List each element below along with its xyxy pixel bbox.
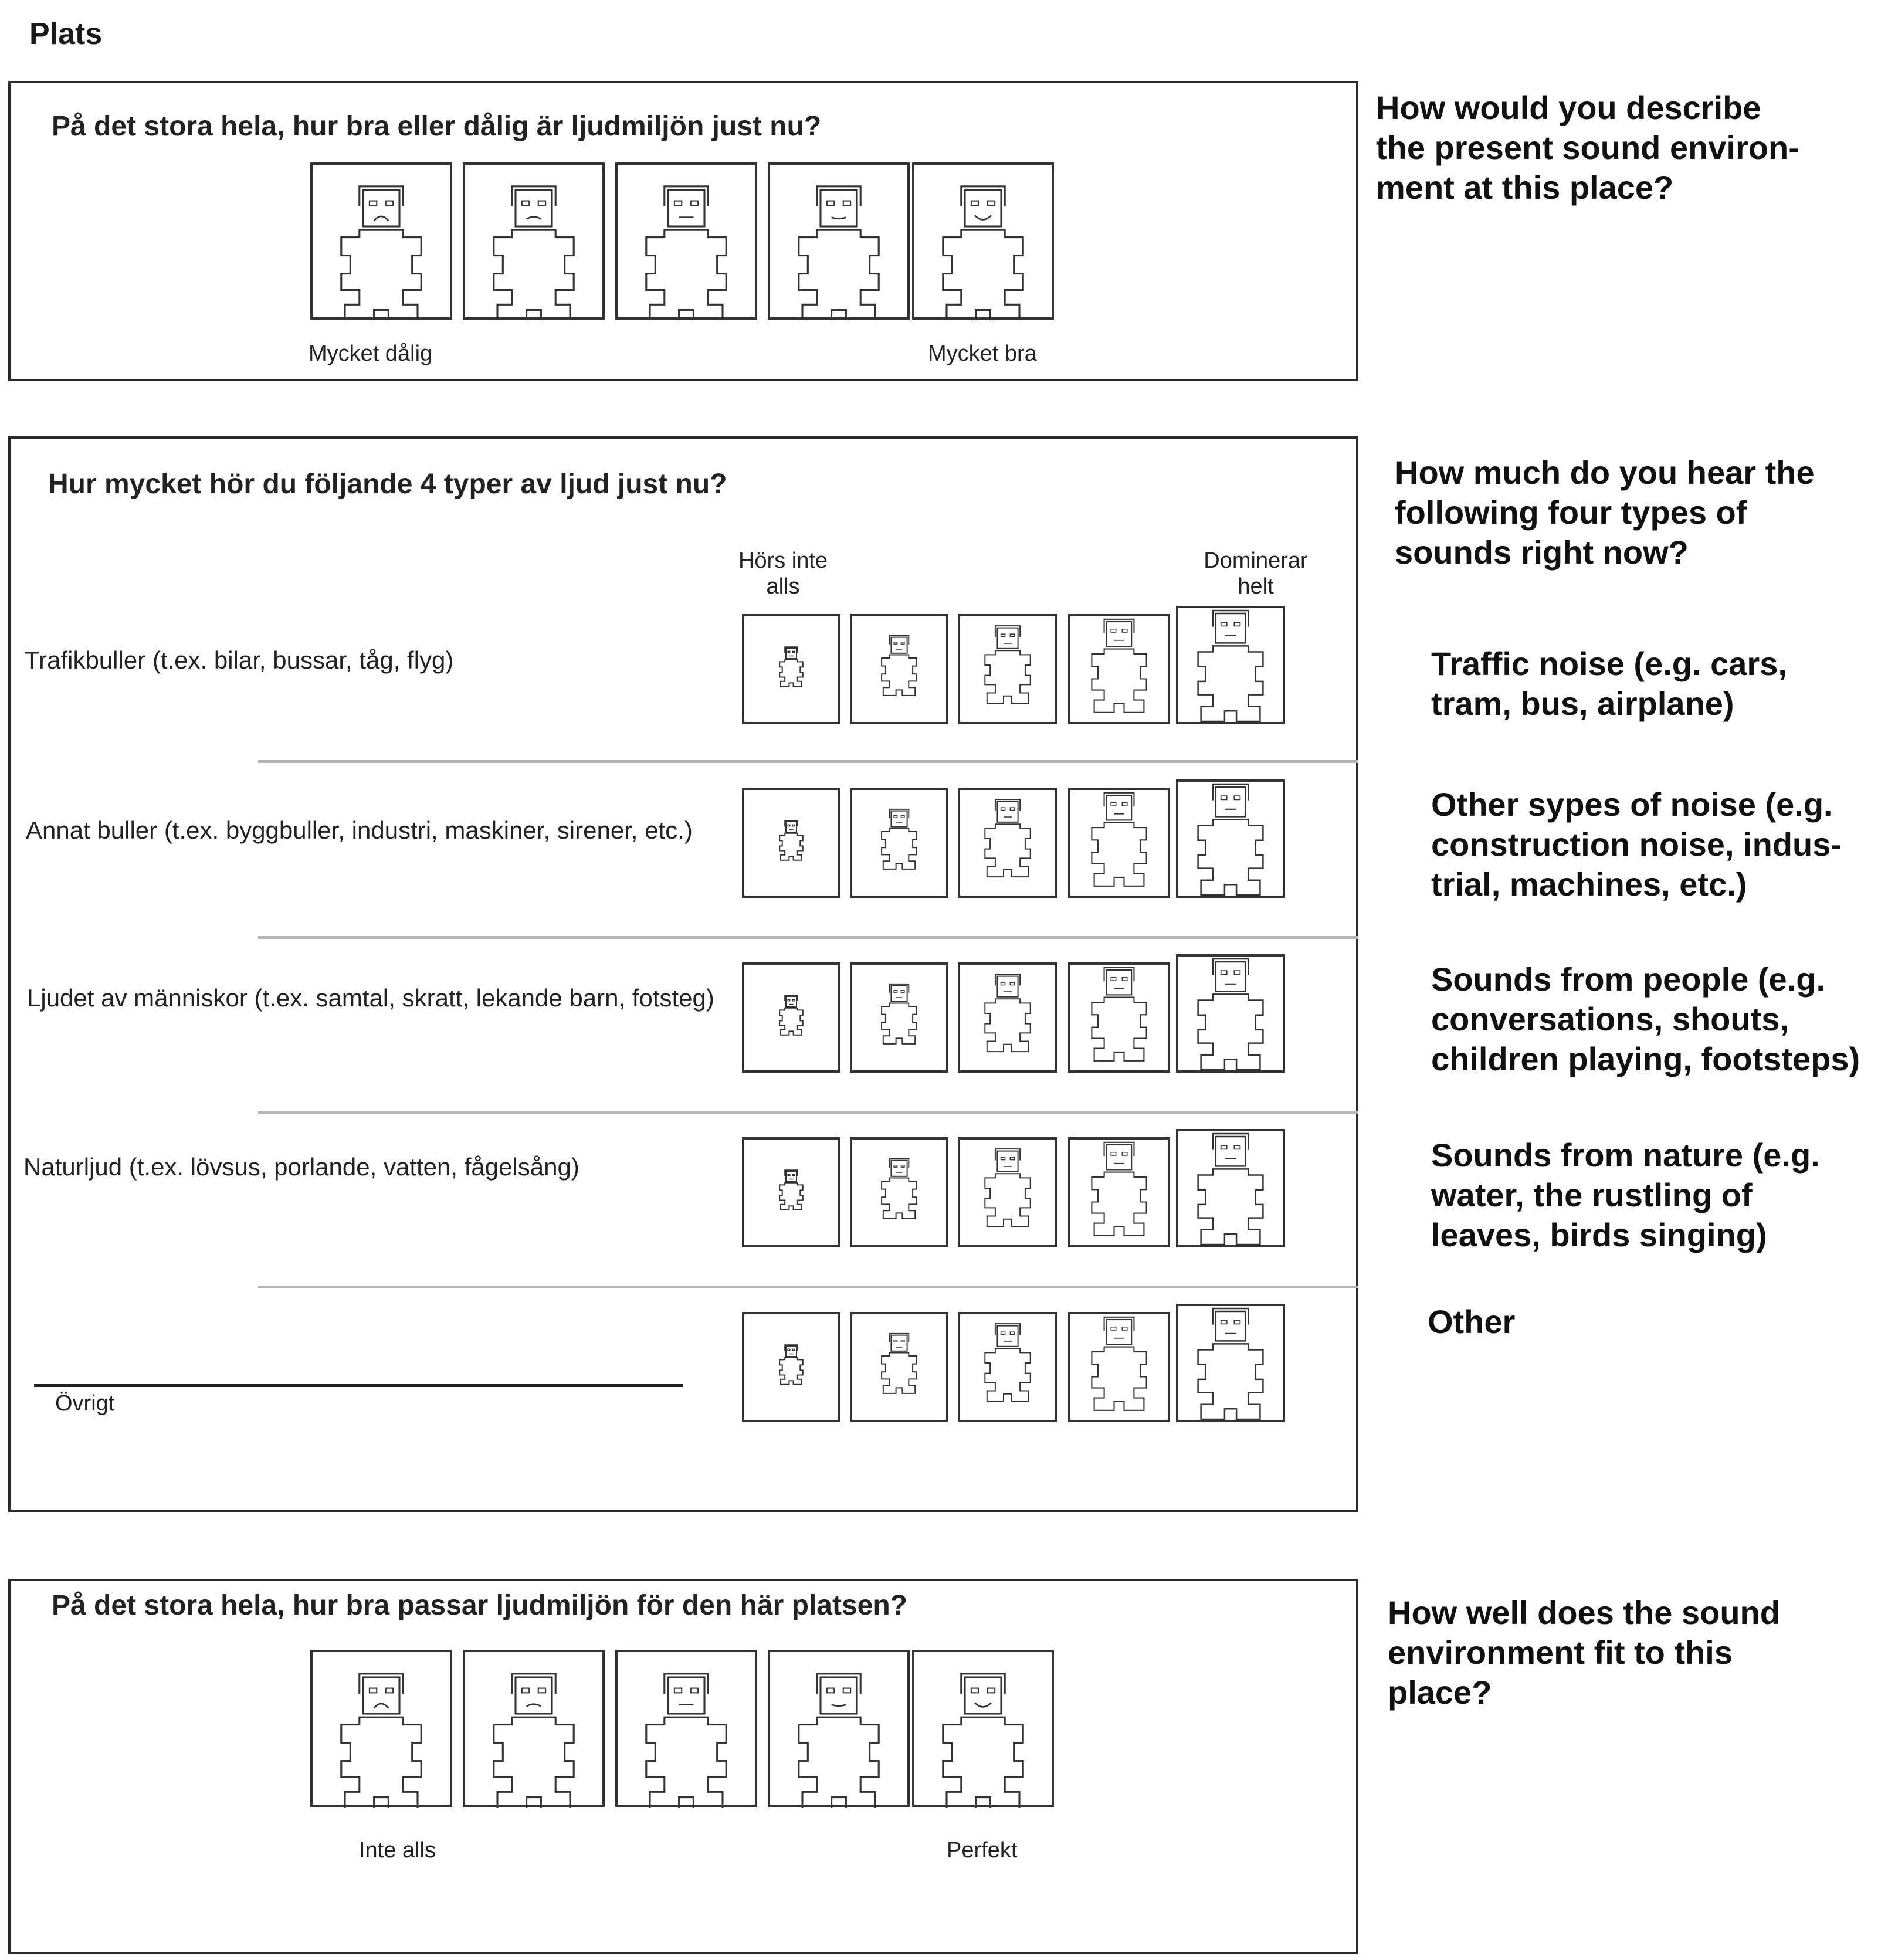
person-icon: [741, 1311, 841, 1423]
person-icon: [957, 787, 1058, 898]
loudness-option-4[interactable]: [1067, 613, 1171, 725]
option-bad[interactable]: [462, 162, 605, 320]
row-label-traffic: Trafikbuller (t.ex. bilar, bussar, tåg, flyg): [25, 646, 454, 674]
divider: [258, 760, 1358, 763]
person-icon: [741, 613, 841, 725]
person-icon: [849, 1137, 949, 1248]
person-icon: [741, 1137, 841, 1248]
row-label-other: Övrigt: [55, 1391, 115, 1416]
row-label-nature: Naturljud (t.ex. lövsus, porlande, vatten, fågelsång): [23, 1153, 579, 1181]
option-neutral-fit[interactable]: [615, 1649, 758, 1808]
person-icon: [1067, 787, 1171, 898]
question-1-english: How would you describe the present sound environ- ment at this place?: [1376, 89, 1799, 206]
question-3-english: How well does the sound environment fit to this place?: [1388, 1594, 1780, 1711]
scale-high-label: Dominerar helt: [1204, 548, 1308, 599]
loudness-option-4[interactable]: [1067, 962, 1171, 1073]
loudness-option-5[interactable]: [1175, 954, 1286, 1073]
person-icon: [1175, 1303, 1286, 1423]
loudness-option-2[interactable]: [849, 1137, 949, 1248]
row-english-people: Sounds from people (e.g. conversations, shouts, children playing, footsteps): [1431, 961, 1860, 1077]
person-icon: [741, 962, 841, 1073]
person-icon: [849, 1311, 949, 1423]
person-icon: [462, 1649, 605, 1808]
person-icon: [957, 1311, 1058, 1423]
person-icon: [1067, 1137, 1171, 1248]
question-3-text: På det stora hela, hur bra passar ljudmiljön för den här platsen?: [52, 1590, 907, 1621]
loudness-option-3[interactable]: [957, 962, 1058, 1073]
person-icon: [741, 787, 841, 898]
loudness-option-1[interactable]: [741, 1311, 841, 1423]
loudness-option-3[interactable]: [957, 1137, 1058, 1248]
divider: [258, 936, 1358, 939]
person-icon: [911, 1649, 1055, 1808]
person-icon: [849, 613, 949, 725]
person-icon: [1067, 613, 1171, 725]
loudness-option-3[interactable]: [957, 613, 1058, 725]
loudness-option-4[interactable]: [1067, 1137, 1171, 1248]
person-icon: [767, 1649, 910, 1808]
person-icon: [1175, 1128, 1286, 1248]
row-english-nature: Sounds from nature (e.g. water, the rustling of leaves, birds singing): [1431, 1137, 1820, 1253]
person-icon: [615, 162, 758, 320]
row-label-people: Ljudet av människor (t.ex. samtal, skratt, lekande barn, fotsteg): [27, 984, 714, 1012]
person-icon: [615, 1649, 758, 1808]
loudness-option-4[interactable]: [1067, 1311, 1171, 1423]
scale-low-label: Hörs inte alls: [738, 548, 828, 599]
option-very-bad[interactable]: [310, 162, 453, 320]
scale-low-label: Inte alls: [359, 1838, 436, 1863]
loudness-option-5[interactable]: [1175, 1128, 1286, 1248]
person-icon: [1175, 954, 1286, 1073]
scale-high-label: Mycket bra: [928, 341, 1037, 366]
person-icon: [767, 162, 910, 320]
loudness-option-2[interactable]: [849, 962, 949, 1073]
person-icon: [1175, 779, 1286, 898]
loudness-option-5[interactable]: [1175, 605, 1286, 725]
person-icon: [849, 787, 949, 898]
loudness-option-2[interactable]: [849, 613, 949, 725]
loudness-option-5[interactable]: [1175, 779, 1286, 898]
option-good[interactable]: [767, 162, 910, 320]
divider: [258, 1286, 1358, 1288]
other-write-in-line[interactable]: [34, 1384, 683, 1387]
person-icon: [1175, 605, 1286, 725]
person-icon: [462, 162, 605, 320]
divider: [258, 1111, 1358, 1114]
row-english-other-noise: Other sypes of noise (e.g. construction noise, indus- trial, machines, etc.): [1431, 786, 1842, 903]
loudness-option-5[interactable]: [1175, 1303, 1286, 1423]
person-icon: [957, 1137, 1058, 1248]
loudness-option-1[interactable]: [741, 787, 841, 898]
person-icon: [849, 962, 949, 1073]
person-icon: [310, 1649, 453, 1808]
scale-low-label: Mycket dålig: [309, 341, 433, 366]
person-icon: [1067, 1311, 1171, 1423]
person-icon: [310, 162, 453, 320]
option-neutral[interactable]: [615, 162, 758, 320]
question-1-text: På det stora hela, hur bra eller dålig är ljudmiljön just nu?: [52, 111, 822, 142]
question-2-text: Hur mycket hör du följande 4 typer av ljud just nu?: [48, 469, 727, 500]
option-perfect[interactable]: [911, 1649, 1055, 1808]
row-english-traffic: Traffic noise (e.g. cars, tram, bus, airplane): [1431, 645, 1787, 722]
person-icon: [957, 962, 1058, 1073]
loudness-option-2[interactable]: [849, 1311, 949, 1423]
loudness-option-1[interactable]: [741, 1137, 841, 1248]
loudness-option-2[interactable]: [849, 787, 949, 898]
scale-high-label: Perfekt: [947, 1838, 1018, 1863]
loudness-option-3[interactable]: [957, 1311, 1058, 1423]
row-english-other: Other: [1428, 1303, 1516, 1340]
page-title: Plats: [29, 17, 103, 51]
person-icon: [911, 162, 1055, 320]
person-icon: [957, 613, 1058, 725]
loudness-option-1[interactable]: [741, 613, 841, 725]
option-poor-fit[interactable]: [462, 1649, 605, 1808]
option-not-at-all[interactable]: [310, 1649, 453, 1808]
row-label-other-noise: Annat buller (t.ex. byggbuller, industri, maskiner, sirener, etc.): [26, 816, 693, 844]
option-very-good[interactable]: [911, 162, 1055, 320]
loudness-option-3[interactable]: [957, 787, 1058, 898]
loudness-option-1[interactable]: [741, 962, 841, 1073]
question-2-english: How much do you hear the following four types of sounds right now?: [1395, 454, 1815, 571]
loudness-option-4[interactable]: [1067, 787, 1171, 898]
option-good-fit[interactable]: [767, 1649, 910, 1808]
person-icon: [1067, 962, 1171, 1073]
